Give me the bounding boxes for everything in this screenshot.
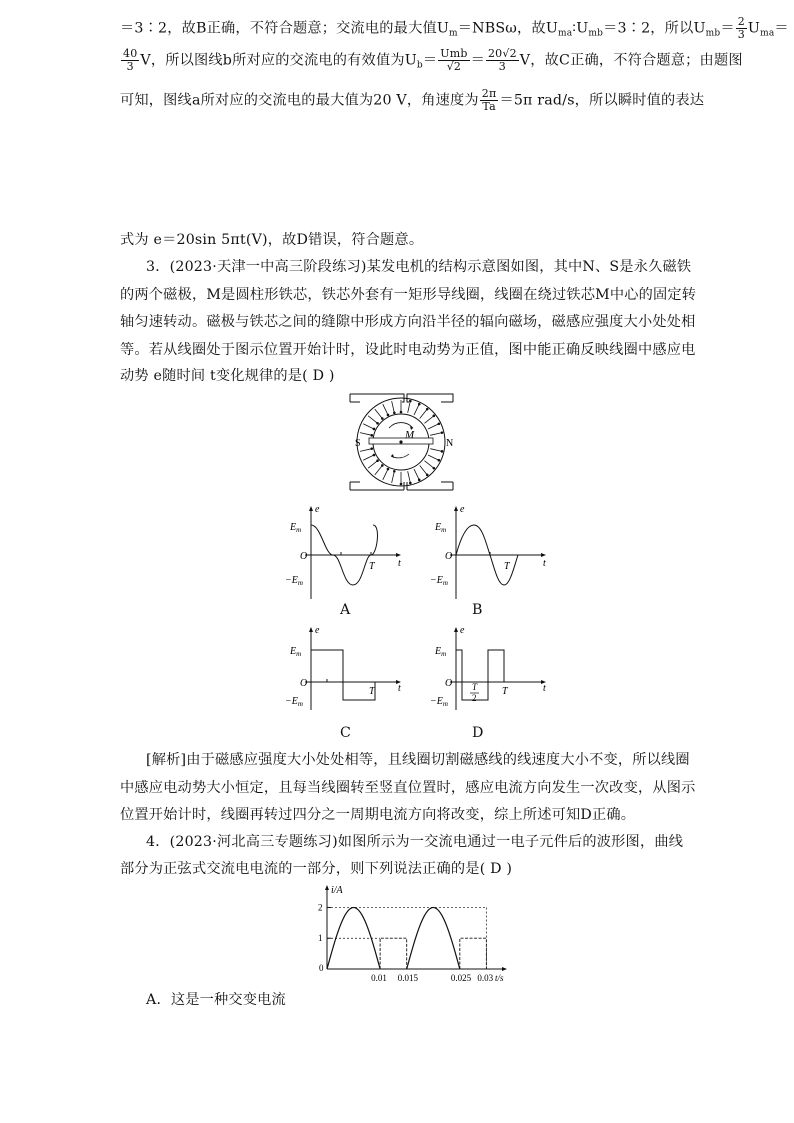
fraction-2pi-Ta: $\frac{2\pi}{Ta}$ [481, 87, 497, 113]
graph-d [430, 624, 550, 714]
field-arrowhead [393, 412, 395, 414]
field-arrowhead [371, 448, 373, 450]
field-line [392, 401, 395, 413]
svg-text:T: T [504, 561, 510, 572]
generator-diagram [345, 392, 457, 496]
svg-text:T: T [369, 561, 375, 572]
svg-text:2: 2 [472, 693, 477, 703]
x-tick-label: 0.01 [371, 973, 387, 983]
field-arrowhead [400, 483, 402, 485]
field-line [430, 449, 442, 452]
square-pulse [460, 938, 487, 969]
field-line [360, 449, 372, 452]
field-arrowhead [438, 459, 440, 461]
field-line [392, 471, 395, 483]
field-arrowhead [438, 423, 440, 425]
field-line [414, 404, 419, 415]
field-line [360, 433, 372, 436]
svg-text:O: O [300, 678, 308, 689]
field-arrowhead [387, 414, 389, 416]
field-arrowhead [377, 460, 379, 462]
sol3-line-1: [解析]由于磁感应强度大小处处相等，且线圈切割磁感线的线速度大小不变，所以线圈 [146, 752, 690, 768]
field-arrowhead [426, 474, 428, 476]
svg-text:Em: $E_m$ [290, 522, 302, 534]
chart-axes [318, 885, 507, 983]
graph-b [430, 503, 550, 603]
solution-line-1: ＝3∶2，故B正确，不符合题意；交流电的最大值$U_m=NBS\omega$，故$U_{ma}∶U_{mb}=3∶2$，所以$U_{mb}=$ $\frac{2}{3}$ $U_{ma}=$ [120, 15, 789, 41]
field-line [363, 424, 374, 429]
svg-text:O: O [445, 678, 453, 689]
field-line [424, 461, 433, 468]
pole-label-s: S [355, 438, 361, 449]
svg-text:e: e [460, 504, 465, 515]
core-label-m: M [405, 429, 415, 441]
solution-line-4: 式为 e＝20sin 5πt(V)，故D错误，符合题意。 [120, 232, 424, 248]
svg-text:−Em: $-E_m$ [430, 696, 448, 708]
chart-marks [327, 907, 486, 969]
x-tick-label: 0.025 [450, 973, 472, 983]
fraction-40-3: $\frac{40}{3}$ [123, 47, 138, 73]
svg-text:Em: $E_m$ [435, 522, 447, 534]
field-line [375, 465, 382, 474]
svg-text:t: t [543, 558, 546, 569]
graph-c [285, 624, 405, 714]
svg-text:e: e [315, 504, 320, 515]
graph-a-label: A [340, 602, 351, 618]
sine-half-wave [407, 907, 460, 969]
svg-text:O: O [300, 551, 308, 562]
field-arrowhead [393, 470, 395, 472]
svg-text:T: T [502, 686, 508, 697]
field-line [420, 409, 427, 418]
svg-text:T: T [472, 682, 478, 692]
field-arrowhead [409, 482, 411, 484]
field-arrowhead [418, 403, 420, 405]
svg-text:t: t [543, 683, 546, 694]
q3-line-2: 的两个磁极，M是圆柱形铁芯，铁芯外套有一矩形导线圈，线圈在绕过铁芯M中心的固定转 [120, 287, 697, 303]
field-arrowhead [409, 400, 411, 402]
svg-text:Em: $E_m$ [290, 646, 302, 658]
graph-a [285, 503, 405, 603]
svg-text:−Em: $-E_m$ [285, 696, 303, 708]
x-tick-label: 0.03 [477, 973, 494, 983]
sol3-line-3: 位置开始计时，线圈再转过四分之一周期电流方向将改变，综上所述可知D正确。 [120, 807, 636, 823]
graph-d-label: D [472, 725, 484, 741]
option-a: A．这是一种交变电流 [146, 992, 286, 1008]
field-line [408, 401, 411, 413]
solution-line-2: $\frac{40}{3}$ V，所以图线b所对应的交流电的有效值为$U_b=$ $\frac{\text{Umb}}{√2}$ ＝ $\frac{20√2}{3}$ V，故C正确，不符合题意；由题图 [123, 47, 743, 73]
field-line [363, 455, 374, 460]
field-arrowhead [381, 465, 383, 467]
field-arrowhead [433, 467, 435, 469]
q3-line-3: 轴匀速转动。磁极与铁芯之间的缝隙中形成方向沿半径的辐向磁场，磁感应强度大小处处相 [120, 314, 696, 330]
field-line [368, 416, 377, 423]
field-arrowhead [371, 434, 373, 436]
svg-text:T: T [369, 686, 375, 697]
field-line [368, 461, 377, 468]
svg-text:t: t [398, 558, 401, 569]
y-axis-arrow [325, 885, 329, 890]
fraction-20sqrt2-3: $\frac{20√2}{3}$ [487, 47, 517, 73]
x-axis-arrow [502, 967, 507, 971]
graph-c-label: C [340, 725, 352, 741]
x-axis-label: t/s [495, 973, 504, 983]
field-arrowhead [426, 408, 428, 410]
field-line [424, 416, 433, 423]
svg-text:O: O [445, 551, 453, 562]
field-arrowhead [377, 422, 379, 424]
sol3-line-2: 中感应电动势大小恒定，且每当线圈转至竖直位置时，感应电流方向发生一次改变，从图示 [120, 780, 696, 796]
svg-text:e: e [460, 625, 465, 636]
origin-label: 0 [319, 963, 324, 973]
field-arrowhead [441, 432, 443, 434]
field-arrowhead [400, 411, 402, 413]
solution-line-3: 可知，图线a所对应的交流电的最大值为20 V，角速度为 $\frac{2\pi}{Ta}$ ＝5π rad/s，所以瞬时值的表达 [120, 87, 705, 113]
field-line [375, 409, 382, 418]
field-line [408, 471, 411, 483]
graph-b-label: B [472, 602, 483, 618]
q4-line-2: 部分为正弦式交流电电流的一部分，则下列说法正确的是( D ) [120, 861, 513, 877]
graph-d-curve [456, 650, 504, 700]
field-arrowhead [418, 479, 420, 481]
svg-text:−Em: $-E_m$ [285, 575, 303, 587]
svg-text:t: t [398, 683, 401, 694]
y-tick-label: 1 [318, 933, 323, 944]
field-line [414, 469, 419, 480]
svg-text:Em: $E_m$ [435, 646, 447, 658]
field-line [383, 469, 388, 480]
q4-line-1: 4．(2023·河北高三专题练习)如图所示为一交流电通过一电子元件后的波形图，曲线 [146, 834, 684, 850]
field-arrowhead [373, 454, 375, 456]
field-line [428, 424, 439, 429]
fraction-2-3: $\frac{2}{3}$ [737, 15, 745, 41]
field-line [430, 433, 442, 436]
square-pulse [380, 938, 407, 969]
y-tick-label: 2 [318, 902, 323, 913]
svg-text:−Em: $-E_m$ [430, 575, 448, 587]
graph-c-curve [311, 650, 375, 700]
field-arrowhead [433, 415, 435, 417]
field-line [428, 455, 439, 460]
field-line [383, 404, 388, 415]
svg-text:e: e [315, 625, 320, 636]
q3-line-1: 3．(2023·天津一中高三阶段练习)某发电机的结构示意图如图，其中N、S是永久磁铁 [146, 259, 692, 275]
fraction-umb-sqrt2: $\frac{\text{Umb}}{√2}$ [440, 47, 468, 73]
pole-label-n: N [446, 438, 454, 449]
field-arrowhead [373, 428, 375, 430]
field-arrowhead [441, 450, 443, 452]
y-axis-label: i/A [331, 885, 343, 896]
current-waveform-chart [315, 883, 515, 983]
field-line [420, 465, 427, 474]
x-tick-label: 0.015 [397, 973, 418, 983]
field-arrowhead [381, 418, 383, 420]
q3-line-5: 动势 e随时间 t变化规律的是( D ) [120, 368, 335, 384]
q3-line-4: 等。若从线圈处于图示位置开始计时，设此时电动势为正值，图中能正确反映线圈中感应电 [120, 342, 696, 358]
field-arrowhead [387, 468, 389, 470]
